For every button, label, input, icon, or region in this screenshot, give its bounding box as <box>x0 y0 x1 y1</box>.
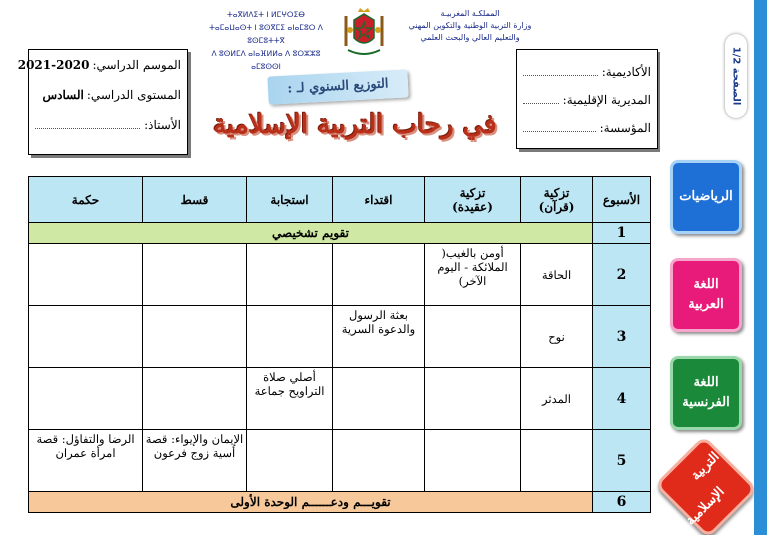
subject-tab-arabic[interactable] <box>670 258 742 332</box>
level-label: المستوى الدراسي: <box>86 88 181 102</box>
subject-tab-label-line: العربية <box>688 297 724 312</box>
academy-blank[interactable] <box>523 58 598 76</box>
table-row <box>29 223 651 244</box>
ministry-line: ⴷ ⵓⵙⵍⵎⴷ ⴰⵏⴰⴼⵍⵍⴰ ⴷ ⵓⵔⵣⵣⵓ ⴰⵎⵓⵙⵙⵏ <box>211 49 321 71</box>
cell-qist <box>143 306 247 368</box>
season-value: 2021-2020 <box>17 58 90 72</box>
institution-row <box>517 114 657 142</box>
subject-tab-french[interactable] <box>670 356 742 430</box>
subject-tab-math[interactable] <box>670 160 742 234</box>
teacher-blank[interactable] <box>35 111 140 129</box>
cell-istijaba <box>247 430 333 492</box>
header-line: (عقيدة) <box>452 199 493 214</box>
cell-qist <box>143 244 247 306</box>
week-number: 3 <box>593 306 651 368</box>
header-iqtida: اقتداء <box>333 177 425 223</box>
header-hikma: حكمة <box>29 177 143 223</box>
ministry-line: والتعليم العالي والبحث العلمي <box>420 33 520 42</box>
table-row <box>29 368 651 430</box>
cell-istijaba <box>247 306 333 368</box>
cell-qist <box>143 368 247 430</box>
subject-tab-label-line: اللغة <box>693 375 719 390</box>
cell-iqtida <box>333 244 425 306</box>
ministry-name-tifinagh <box>196 8 336 73</box>
header-tazkiya-quran <box>521 177 593 223</box>
cell-hikma: الرضا والتفاؤل: قصة امرأة عمران <box>29 430 143 492</box>
academy-label: الأكاديمية: <box>601 65 651 79</box>
cell-hikma <box>29 306 143 368</box>
week-number: 6 <box>593 492 651 513</box>
teacher-label: الأستاذ: <box>144 118 181 132</box>
subject-tab-label-line: الإسلامية <box>683 484 728 529</box>
week-number: 4 <box>593 368 651 430</box>
header-line: تزكية <box>543 185 570 200</box>
subject-tab-label-line: التربية <box>688 449 723 484</box>
header-week: الأسبوع <box>593 177 651 223</box>
diagnostic-assessment: تقويم تشخيصي <box>29 223 593 244</box>
academy-row <box>517 58 657 86</box>
cell-quran <box>521 430 593 492</box>
ministry-line: ⵜⴰⵎⴰⵡⴰⵙⵜ ⵏ ⵓⵙⴳⵎⵉ ⴰⵏⴰⵎⵓⵔ ⴷ ⵓⵙⵎⵓⵜⵜⴳ <box>209 23 323 45</box>
level-row <box>29 80 187 110</box>
cell-hikma <box>29 368 143 430</box>
page-title: في رحاب التربية الإسلامية <box>213 110 497 140</box>
season-label: الموسم الدراسي: <box>92 58 181 72</box>
header-line: تزكية <box>459 185 486 200</box>
header-tazkiya-aqida <box>425 177 521 223</box>
school-info-box <box>516 49 658 149</box>
cell-aqida <box>425 430 521 492</box>
cell-aqida <box>425 368 521 430</box>
annual-plan-table <box>28 176 651 513</box>
ministry-name-arabic <box>400 8 540 44</box>
cell-iqtida <box>333 368 425 430</box>
directorate-blank[interactable] <box>523 86 559 104</box>
document-header <box>0 0 660 165</box>
cell-istijaba <box>247 244 333 306</box>
institution-label: المؤسسة: <box>599 121 651 135</box>
cell-istijaba: أصلي صلاة التراويح جماعة <box>247 368 333 430</box>
cell-quran: المدثر <box>521 368 593 430</box>
table-row <box>29 306 651 368</box>
cell-hikma <box>29 244 143 306</box>
cell-aqida <box>425 306 521 368</box>
header-qist: قسط <box>143 177 247 223</box>
directorate-label: المديرية الإقليمية: <box>562 93 651 107</box>
header-istijaba: استجابة <box>247 177 333 223</box>
cell-aqida: أومن بالغيب( الملائكة - اليوم الآخر) <box>425 244 521 306</box>
kingdom-emblem-icon <box>340 6 388 56</box>
unit-evaluation: تقويـــم ودعــــــم الوحدة الأولى <box>29 492 593 513</box>
ministry-line: وزارة التربية الوطنية والتكوين المهني <box>408 21 532 30</box>
table-header-row <box>29 177 651 223</box>
subject-tab-label: الرياضيات <box>679 189 733 204</box>
season-info-box <box>17 49 188 155</box>
subject-tab-label-line: اللغة <box>693 277 719 292</box>
week-number: 2 <box>593 244 651 306</box>
subject-tab-label-line: الفرنسية <box>682 395 730 410</box>
directorate-row <box>517 86 657 114</box>
season-row <box>17 50 187 80</box>
table-row <box>29 244 651 306</box>
sidebar-strip <box>754 0 767 535</box>
cell-iqtida: بعثة الرسول والدعوة السرية <box>333 306 425 368</box>
ministry-line: المملكـة المغربيـة <box>440 9 500 18</box>
cell-iqtida <box>333 430 425 492</box>
table-row <box>29 430 651 492</box>
institution-blank[interactable] <box>523 114 596 132</box>
subject-tab-label <box>682 373 729 413</box>
subtitle-banner: التوزيع السنوي لـ : <box>267 69 408 104</box>
ministry-line: ⵜⴰⴳⵍⴷⵉⵜ ⵏ ⵍⵎⵖⵔⵉⴱ <box>227 10 305 19</box>
level-value: السادس <box>42 88 84 102</box>
cell-qist: الإيمان والإيواء: قصة أسية زوج فرعون <box>143 430 247 492</box>
table-row <box>29 492 651 513</box>
week-number: 5 <box>593 430 651 492</box>
teacher-row <box>29 110 187 140</box>
cell-quran: نوح <box>521 306 593 368</box>
cell-quran: الحاقة <box>521 244 593 306</box>
subject-tab-label <box>682 449 730 529</box>
header-line: (قرآن) <box>538 199 575 214</box>
page-indicator <box>725 34 747 118</box>
page-indicator-label: الصفحة 1/2 <box>730 46 742 106</box>
week-number: 1 <box>593 223 651 244</box>
subject-tab-label <box>688 275 724 315</box>
